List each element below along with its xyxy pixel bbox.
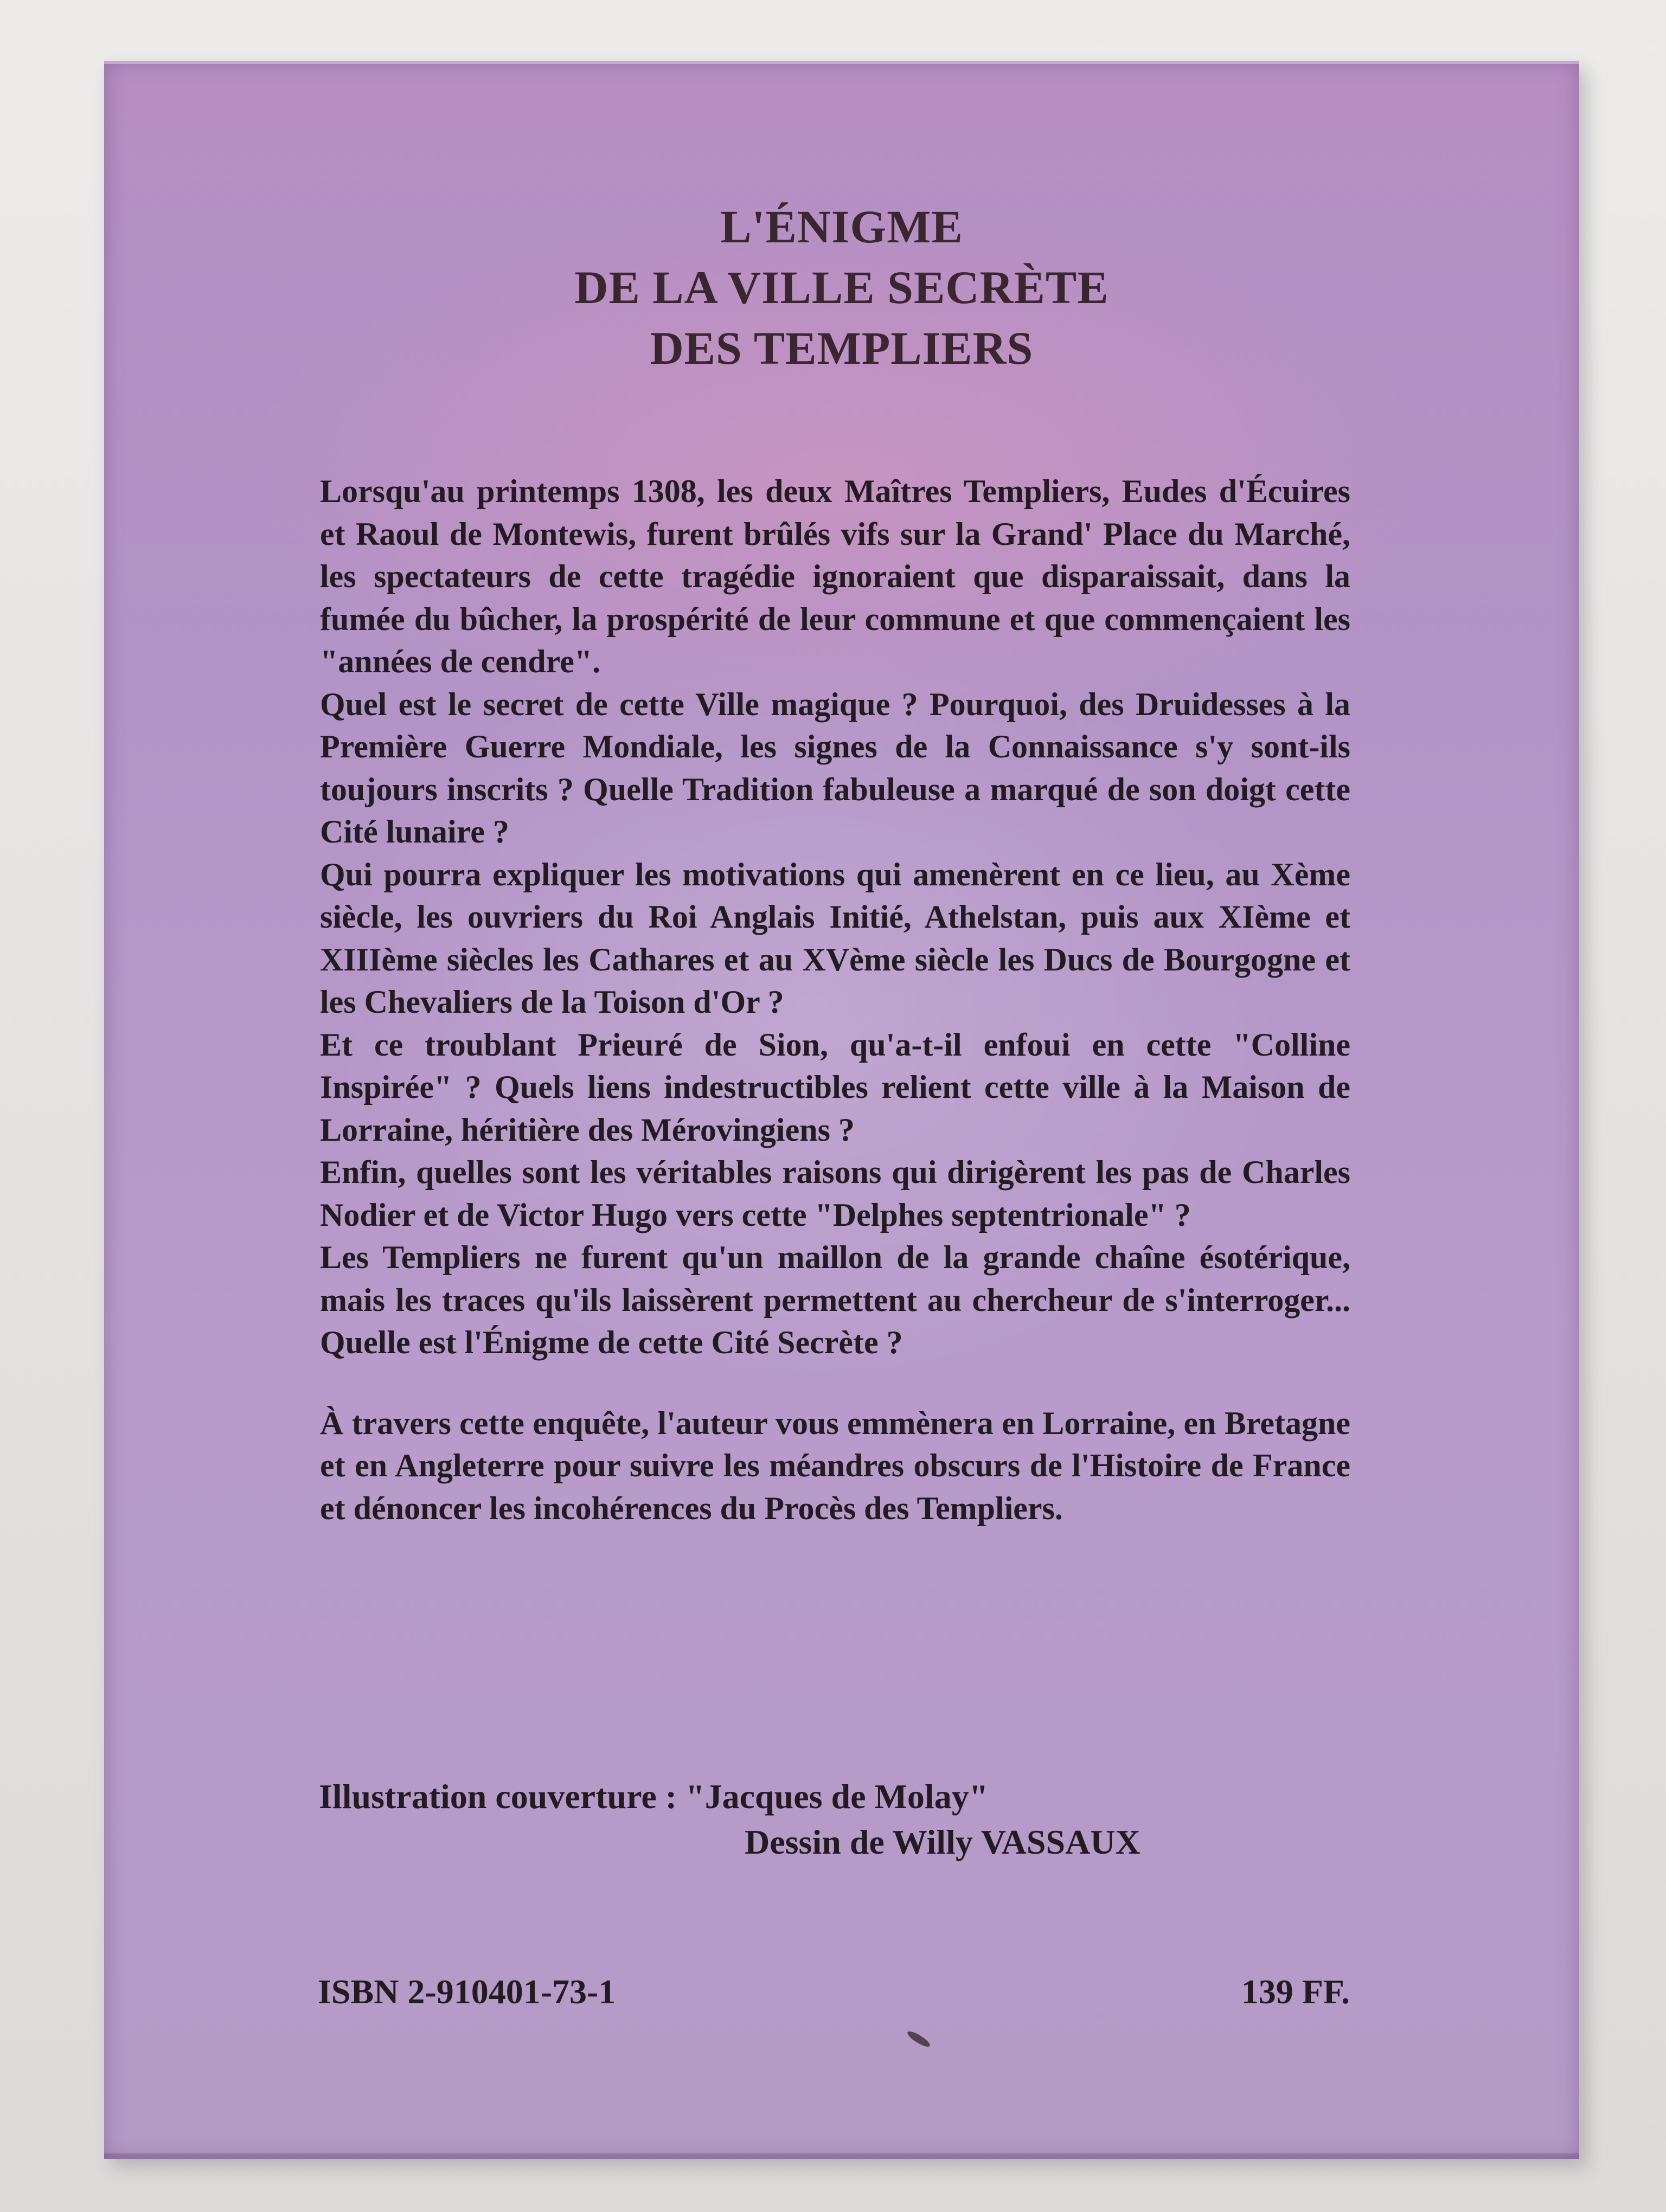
blurb-paragraph-1: Lorsqu'au printemps 1308, les deux Maîtres Templiers, Eudes d'Écuires et Raoul de Montewis, furent brûlés vifs sur la Grand' Place du Marché, les spectateurs de cette tragédie ignoraient que disparaissait, dans la fumée du bûcher, la prospérité de leur commune et que commençaient les "années de cendre". — [320, 473, 1350, 679]
credit-line-2: Dessin de Willy VASSAUX — [745, 1823, 1140, 1861]
book-title — [104, 196, 1579, 378]
price: 139 FF. — [1241, 1972, 1350, 2011]
isbn: ISBN 2-910401-73-1 — [318, 1972, 616, 2011]
blurb-paragraph-3: Qui pourra expliquer les motivations qui amenèrent en ce lieu, au Xème siècle, les ouvriers du Roi Anglais Initié, Athelstan, puis aux XIème et XIIIème siècles les Cathares et au XVème siècle les Ducs de Bourgogne et les Chevaliers de la Toison d'Or ? — [320, 856, 1350, 1020]
book-back-cover — [104, 61, 1579, 2159]
title-line-3: DES TEMPLIERS — [650, 322, 1034, 374]
illustration-credit — [319, 1774, 1349, 1865]
blurb-paragraph-2: Quel est le secret de cette Ville magique ? Pourquoi, des Druidesses à la Première Guerre Mondiale, les signes de la Connaissance s'y sont-ils toujours inscrits ? Quelle Tradition fabuleuse a marqué de son doigt cette Cité lunaire ? — [320, 686, 1350, 850]
title-line-2: DE LA VILLE SECRÈTE — [574, 261, 1109, 313]
cover-top-edge — [104, 61, 1579, 64]
cover-bottom-edge — [104, 2153, 1579, 2159]
ink-speck — [906, 2029, 932, 2049]
blurb-paragraph-4: Et ce troublant Prieuré de Sion, qu'a-t-il enfoui en cette "Colline Inspirée" ? Quels liens indestructibles relient cette ville à la Maison de Lorraine, héritière des Mérovingiens ? — [320, 1026, 1350, 1148]
title-line-1: L'ÉNIGME — [720, 201, 963, 253]
credit-line-1: Illustration couverture : "Jacques de Molay" — [319, 1777, 989, 1816]
blurb — [320, 470, 1350, 1529]
blurb-paragraph-5: Enfin, quelles sont les véritables raisons qui dirigèrent les pas de Charles Nodier et de Victor Hugo vers cette "Delphes septentrionale" ? — [320, 1154, 1350, 1233]
blurb-paragraph-7: À travers cette enquête, l'auteur vous emmènera en Lorraine, en Bretagne et en Angleterre pour suivre les méandres obscurs de l'Histoire de France et dénoncer les incohérences du Procès des Templiers. — [320, 1405, 1350, 1526]
blurb-paragraph-6: Les Templiers ne furent qu'un maillon de la grande chaîne ésotérique, mais les traces qu'ils laissèrent permettent au chercheur de s'interroger... Quelle est l'Énigme de cette Cité Secrète ? — [320, 1239, 1350, 1360]
